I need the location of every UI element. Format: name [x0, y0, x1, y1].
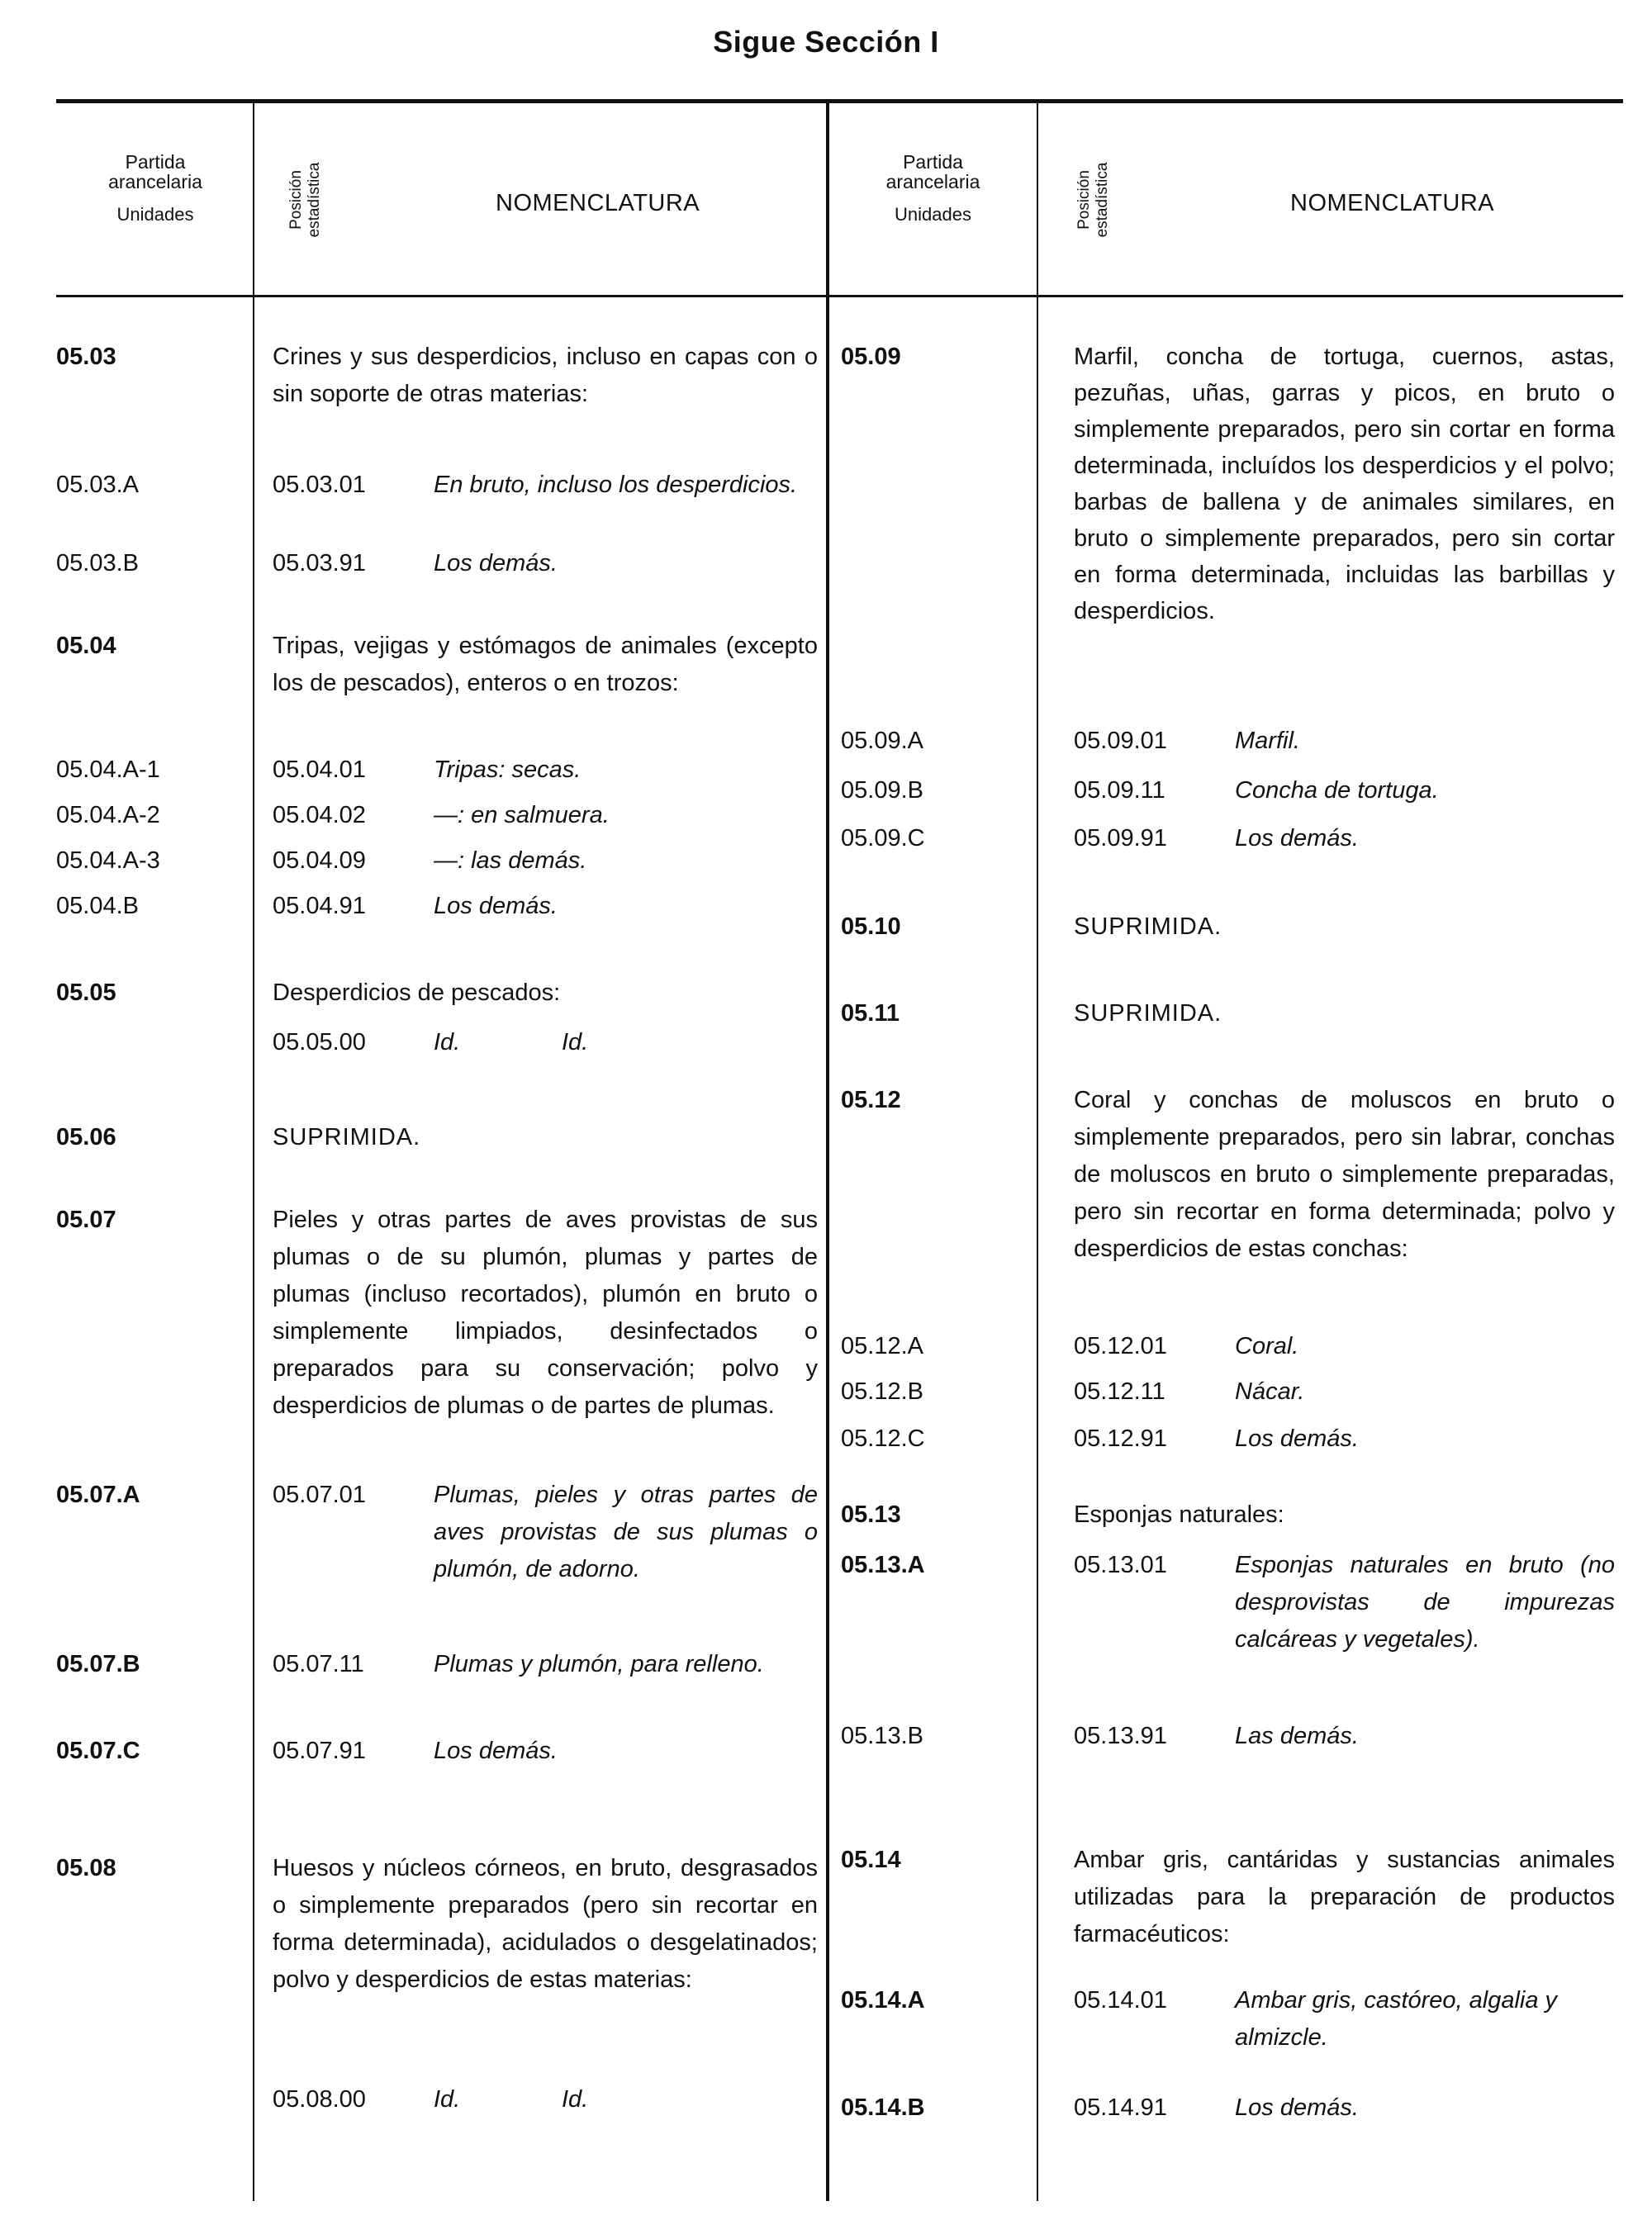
- item-text: Tripas: secas.: [434, 757, 582, 783]
- item-text: Los demás.: [434, 893, 558, 919]
- header-posicion-left: [287, 134, 324, 266]
- posicion-code: 05.09.11: [1074, 777, 1165, 804]
- partida-code: 05.04.A-1: [56, 757, 160, 783]
- header-partida-line1: Partida: [903, 151, 963, 173]
- partida-code: 05.03.B: [56, 550, 139, 576]
- header-posicion-line1: Posición: [1075, 170, 1093, 230]
- item-description: SUPRIMIDA.: [1074, 913, 1222, 940]
- partida-code: 05.06: [56, 1124, 116, 1150]
- header-posicion-line1: Posición: [287, 170, 305, 230]
- partida-code: 05.07.B: [56, 1651, 140, 1677]
- posicion-code: 05.12.01: [1074, 1333, 1167, 1359]
- item-text: Nácar.: [1235, 1378, 1305, 1405]
- partida-code: 05.04.A-3: [56, 847, 160, 874]
- posicion-code: 05.05.00: [273, 1029, 366, 1055]
- posicion-code: 05.07.01: [273, 1482, 366, 1508]
- partida-code: 05.13: [841, 1501, 901, 1528]
- item-description: Esponjas naturales:: [1074, 1501, 1284, 1528]
- item-text: Los demás.: [434, 1738, 558, 1764]
- partida-code: 05.09: [841, 344, 901, 370]
- partida-code: 05.07.C: [56, 1738, 140, 1764]
- header-partida-line2: arancelaria: [885, 171, 980, 192]
- item-text: Los demás.: [1235, 1425, 1359, 1452]
- partida-code: 05.04.B: [56, 893, 139, 919]
- partida-code: 05.03: [56, 344, 116, 370]
- item-description: Coral y conchas de moluscos en bruto o simplemente preparados, pero sin labrar, conchas de moluscos en bruto o simplemente preparadas, pero sin recortar en forma determinada; polvo y desperdicios de estas conchas:: [1074, 1087, 1615, 1262]
- partida-code: 05.11: [841, 1000, 900, 1027]
- item-description: Huesos y núcleos córneos, en bruto, desgrasados o simplemente preparados (pero sin recortar en forma determinada), acidulados o desgelatinados; polvo y desperdicios de estas materias:: [273, 1855, 818, 1993]
- item-text: Coral.: [1235, 1333, 1299, 1359]
- item-text: Id.: [434, 1029, 461, 1055]
- header-posicion-line2: estadística: [306, 162, 323, 238]
- item-description: SUPRIMIDA.: [273, 1124, 421, 1150]
- posicion-code: 05.13.01: [1074, 1552, 1167, 1578]
- header-partida-left: [58, 149, 253, 228]
- item-text: Los demás.: [434, 550, 558, 576]
- header-partida-line2: arancelaria: [108, 171, 202, 192]
- item-text: En bruto, incluso los desperdicios.: [434, 472, 798, 498]
- posicion-code: 05.04.91: [273, 893, 366, 919]
- partida-code: 05.04.A-2: [56, 802, 160, 828]
- item-description: Crines y sus desperdicios, incluso en capas con o sin soporte de otras materias:: [273, 344, 818, 407]
- header-unidades: Unidades: [116, 204, 194, 225]
- item-description: Tripas, vejigas y estómagos de animales (excepto los de pescados), enteros o en trozos:: [273, 633, 818, 696]
- partida-code: 05.09.A: [841, 728, 923, 754]
- item-text-repeat: Id.: [562, 1029, 589, 1055]
- posicion-code: 05.03.91: [273, 550, 366, 576]
- top-rule: [56, 99, 1623, 103]
- partida-code: 05.07.A: [56, 1482, 140, 1508]
- header-bottom-rule: [56, 295, 1623, 297]
- item-text: —: las demás.: [434, 847, 587, 874]
- item-text: Plumas, pieles y otras partes de aves provistas de sus plumas o plumón, de adorno.: [434, 1482, 818, 1582]
- posicion-code: 05.04.02: [273, 802, 366, 828]
- partida-code: 05.09.C: [841, 825, 925, 851]
- item-text: Concha de tortuga.: [1235, 777, 1439, 804]
- partida-code: 05.09.B: [841, 777, 923, 804]
- divider-center: [826, 103, 829, 2201]
- partida-code: 05.14: [841, 1847, 901, 1873]
- posicion-code: 05.04.01: [273, 757, 366, 783]
- item-text-repeat: Id.: [562, 2086, 589, 2113]
- partida-code: 05.04: [56, 633, 116, 659]
- partida-code: 05.05: [56, 980, 116, 1006]
- posicion-code: 05.03.01: [273, 472, 366, 498]
- posicion-code: 05.07.11: [273, 1651, 364, 1677]
- posicion-code: 05.04.09: [273, 847, 366, 874]
- header-nomenclatura-right: NOMENCLATURA: [1290, 190, 1495, 216]
- posicion-code: 05.09.91: [1074, 825, 1167, 851]
- posicion-code: 05.13.91: [1074, 1723, 1167, 1749]
- item-description: Pieles y otras partes de aves provistas de sus plumas o de su plumón, plumas y partes de plumas (incluso recortados), plumón en bruto o simplemente limpiados, desinfectados o preparados para su conservación; polvo y desperdicios de plumas o de partes de plumas.: [273, 1207, 818, 1419]
- partida-code: 05.12.C: [841, 1425, 925, 1452]
- posicion-code: 05.14.01: [1074, 1987, 1167, 2014]
- item-text: Plumas y plumón, para relleno.: [434, 1651, 764, 1677]
- header-partida-line1: Partida: [125, 151, 186, 173]
- page-title: Sigue Sección I: [713, 25, 939, 59]
- posicion-code: 05.12.11: [1074, 1378, 1165, 1405]
- partida-code: 05.13.A: [841, 1552, 925, 1578]
- header-unidades: Unidades: [895, 204, 971, 225]
- partida-code: 05.07: [56, 1207, 116, 1233]
- partida-code: 05.13.B: [841, 1723, 923, 1749]
- item-text: Las demás.: [1235, 1723, 1359, 1749]
- item-text: Id.: [434, 2086, 461, 2113]
- header-posicion-right: [1075, 134, 1112, 266]
- partida-code: 05.12: [841, 1087, 901, 1113]
- partida-code: 05.08: [56, 1855, 116, 1881]
- item-description: Ambar gris, cantáridas y sustancias animales utilizadas para la preparación de productos farmacéuticos:: [1074, 1847, 1615, 1947]
- item-text: Esponjas naturales en bruto (no desprovistas de impurezas calcáreas y vegetales).: [1235, 1552, 1615, 1653]
- posicion-code: 05.09.01: [1074, 728, 1167, 754]
- divider-right-a: [1037, 103, 1038, 2201]
- partida-code: 05.12.B: [841, 1378, 923, 1405]
- partida-code: 05.03.A: [56, 472, 139, 498]
- divider-left-a: [253, 103, 254, 2201]
- item-description: Marfil, concha de tortuga, cuernos, astas, pezuñas, uñas, garras y picos, en bruto o simplemente preparados, pero sin cortar en forma determinada, incluídos los desperdicios y el polvo; barbas de ballena y de animales similares, en bruto o simplemente preparados, pero sin cortar en forma determinada, incluidas las barbillas y desperdicios.: [1074, 344, 1615, 624]
- partida-code: 05.14.B: [841, 2094, 925, 2121]
- partida-code: 05.12.A: [841, 1333, 923, 1359]
- header-posicion-line2: estadística: [1094, 162, 1111, 238]
- posicion-code: 05.12.91: [1074, 1425, 1167, 1452]
- item-text: Marfil.: [1235, 728, 1300, 754]
- partida-code: 05.10: [841, 913, 901, 940]
- item-text: Ambar gris, castóreo, algalia y almizcle.: [1235, 1987, 1558, 2051]
- header-partida-right: [829, 149, 1037, 228]
- item-text: —: en salmuera.: [434, 802, 610, 828]
- posicion-code: 05.08.00: [273, 2086, 366, 2113]
- posicion-code: 05.07.91: [273, 1738, 366, 1764]
- item-description: SUPRIMIDA.: [1074, 1000, 1222, 1027]
- partida-code: 05.14.A: [841, 1987, 925, 2014]
- item-description: Desperdicios de pescados:: [273, 980, 561, 1006]
- item-text: Los demás.: [1235, 825, 1359, 851]
- posicion-code: 05.14.91: [1074, 2094, 1167, 2121]
- item-text: Los demás.: [1235, 2094, 1359, 2121]
- header-nomenclatura-left: NOMENCLATURA: [496, 190, 700, 216]
